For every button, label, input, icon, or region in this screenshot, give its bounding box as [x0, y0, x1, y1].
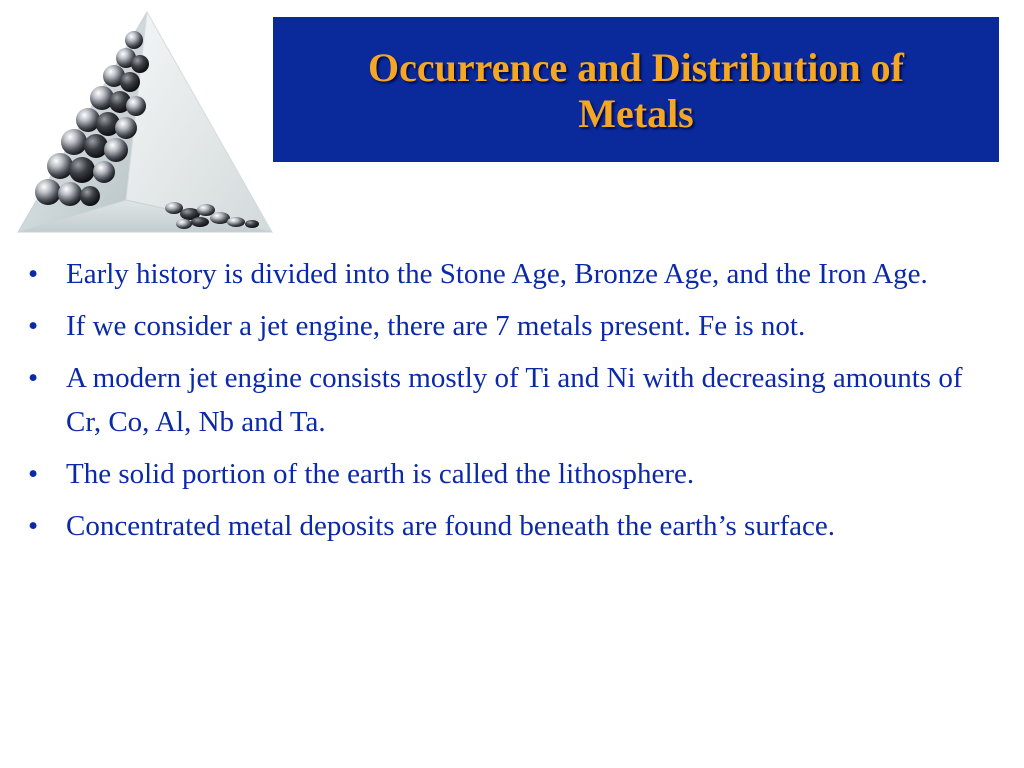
bullet-text: Concentrated metal deposits are found beneath the earth’s surface. — [66, 510, 835, 542]
bullet-list — [28, 252, 988, 556]
metal-crystal-pyramid-icon — [14, 10, 276, 236]
bullet-item — [28, 356, 988, 444]
slide-title — [368, 45, 904, 137]
bullet-marker: • — [28, 458, 39, 490]
bullet-text: A modern jet engine consists mostly of Ti and Ni with decreasing amounts of Cr, Co, Al, Nb and Ta. — [66, 362, 963, 438]
bullet-item — [28, 452, 988, 496]
bullet-text: If we consider a jet engine, there are 7 metals present. Fe is not. — [66, 310, 806, 342]
bullet-marker: • — [28, 510, 39, 542]
bullet-marker: • — [28, 362, 39, 394]
title-bar — [273, 17, 999, 162]
bullet-item — [28, 504, 988, 548]
slide-title-line-2: Metals — [578, 90, 694, 136]
bullet-text: The solid portion of the earth is called the lithosphere. — [66, 458, 695, 490]
bullet-marker: • — [28, 310, 39, 342]
bullet-item — [28, 304, 988, 348]
bullet-item — [28, 252, 988, 296]
bullet-text: Early history is divided into the Stone Age, Bronze Age, and the Iron Age. — [66, 258, 928, 290]
bullet-marker: • — [28, 258, 39, 290]
slide-title-line-1: Occurrence and Distribution of — [368, 44, 904, 90]
